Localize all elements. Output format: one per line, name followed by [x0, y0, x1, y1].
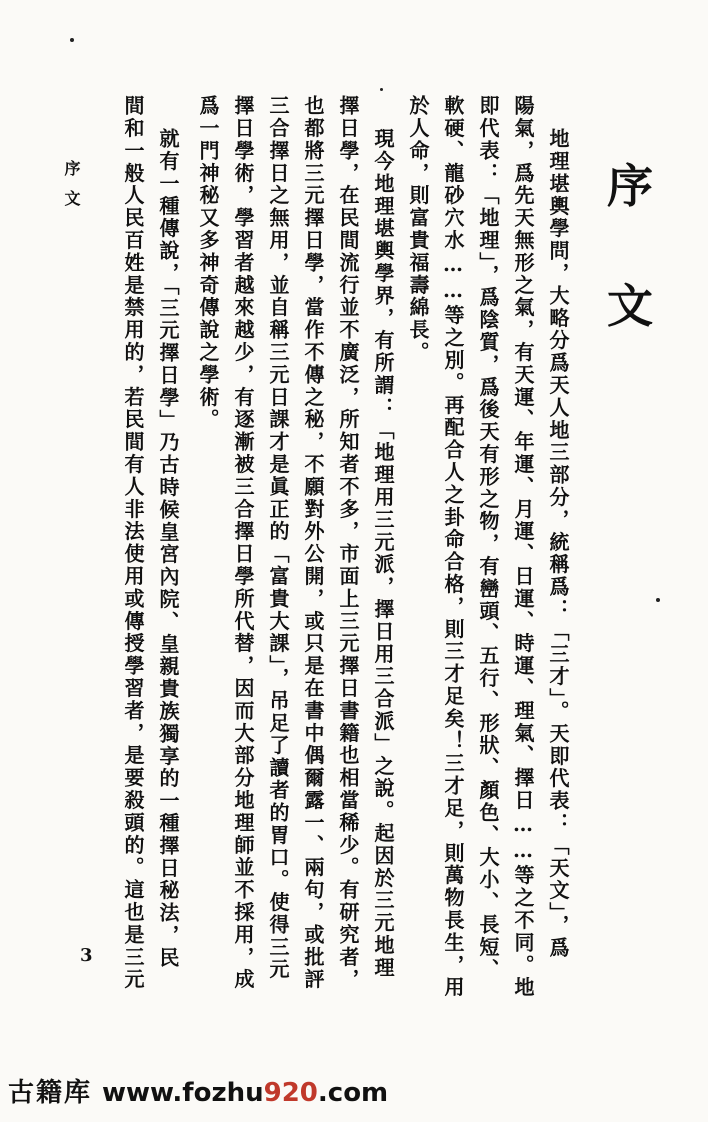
watermark-brand: 古籍库 [8, 1078, 93, 1108]
text-column-5: 於人命，則富貴福壽綿長。 [406, 95, 430, 364]
text-column-3: 即代表：「地理」，爲陰質，爲後天有形之物，有巒頭、五行、形狀、顏色、大小、長短、 [476, 95, 500, 981]
text-column-9: 三合擇日之無用，並自稱三元日課才是眞正的「富貴大課」，吊足了讀者的胃口。使得三元 [266, 95, 290, 981]
scan-speck [380, 88, 383, 91]
watermark-site-suffix: .com [317, 1078, 389, 1108]
text-column-2: 陽氣，爲先天無形之氣，有天運、年運、月運、日運、時運、理氣、擇日……等之不同。地 [511, 95, 535, 999]
scan-speck [656, 598, 660, 602]
text-column-13: 間和一般人民百姓是禁用的，若民間有人非法使用或傳授學習者，是要殺頭的。這也是三元 [121, 95, 145, 991]
watermark-footer [0, 1072, 708, 1112]
text-column-4: 軟硬、龍砂穴水……等之別。再配合人之卦命合格，則三才足矣！三才足，則萬物長生，用 [441, 95, 465, 999]
text-column-8: 也都將三元擇日學，當作不傳之秘，不願對外公開，或只是在書中偶爾露一、兩句，或批評 [301, 95, 325, 991]
watermark-site-prefix: www.fozhu [102, 1078, 264, 1108]
watermark-site-number: 920 [263, 1078, 318, 1108]
scan-speck [70, 38, 74, 42]
title-char-2: 文 [607, 279, 653, 333]
text-column-1: 地理堪輿學問，大略分爲天人地三部分，統稱爲：「三才」。天即代表：「天文」，爲 [546, 128, 570, 960]
title-char-1: 序 [607, 159, 653, 213]
text-column-10: 擇日學術，學習者越來越少，有逐漸被三合擇日學所代替，因而大部分地理師並不採用，成 [231, 95, 255, 991]
text-column-11: 爲一門神秘又多神奇傳說之學術。 [196, 95, 220, 431]
text-column-7: 擇日學，在民間流行並不廣泛，所知者不多，市面上三元擇日書籍也相當稀少。有研究者， [336, 95, 360, 991]
running-header: 序文 [62, 160, 81, 220]
text-column-6: 現今地理堪輿學界，有所謂：「地理用三元派，擇日用三合派」之說。起因於三元地理 [371, 128, 395, 980]
text-column-12: 就有一種傳說，「三元擇日學」乃古時候皇宮內院、皇親貴族獨享的一種擇日秘法，民 [156, 128, 180, 970]
page-number: 3 [80, 945, 93, 966]
